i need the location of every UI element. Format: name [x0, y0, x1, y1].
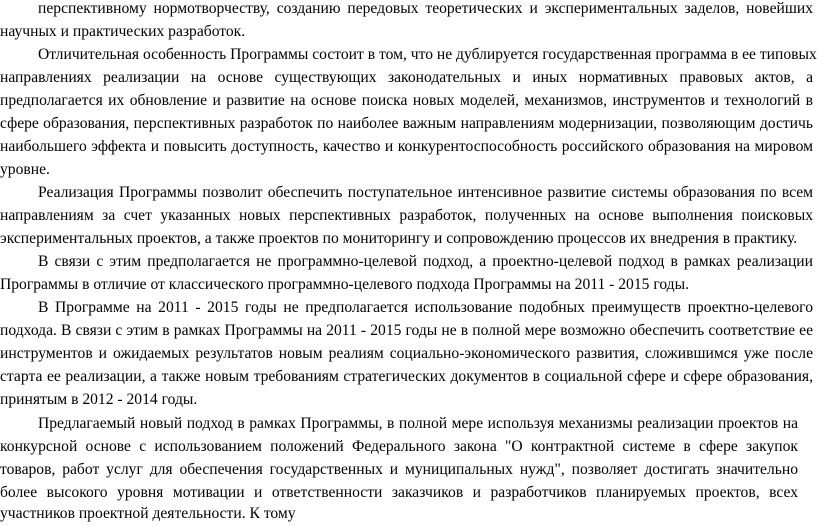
- text-line: Программы в отличие от классического программно-целевого подхода Программы на 2011 - 2015 годы.: [0, 276, 689, 293]
- text-line: участников проектной деятельности. К тому: [0, 505, 296, 522]
- text-line: предполагается их обновление и развитие на основе поиска новых моделей, механизмов, инструментов и технологий в: [0, 92, 813, 109]
- text-line: принятым в 2012 - 2014 годы.: [0, 391, 198, 408]
- text-line: Реализация Программы позволит обеспечить поступательное интенсивное развитие системы образования по всем: [38, 184, 813, 201]
- text-line: научных и практических разработок.: [0, 23, 246, 40]
- text-line: Предлагаемый новый подход в рамках Программы, в полной мере используя механизмы реализации проектов на: [38, 415, 798, 432]
- text-line: В связи с этим предполагается не программно-целевой подход, а проектно-целевой подход в рамках реализации: [38, 253, 813, 270]
- text-line: перспективному нормотворчеству, созданию передовых теоретических и экспериментальных заделов, новейших: [38, 0, 813, 17]
- text-line: подхода. В связи с этим в рамках Программы на 2011 - 2015 годы не в полной мере возможно обеспечить соответствие ее: [0, 322, 813, 339]
- text-line: направлениях реализации на основе существующих законодательных и иных нормативных правовых актов, а: [0, 69, 813, 86]
- text-line: более высокого уровня мотивации и ответственности заказчиков и разработчиков планируемых проектов, всех: [0, 484, 798, 501]
- text-line: направлениям за счет указанных новых перспективных разработок, полученных на основе выполнения поисковых: [0, 207, 813, 224]
- text-line: старта ее реализации, а также новым требованиям стратегических документов в социальной сфере и сфере образования,: [0, 368, 813, 385]
- text-line: уровне.: [0, 161, 50, 178]
- text-line: товаров, работ услуг для обеспечения государственных и муниципальных нужд", позволяет достигать значительно: [0, 461, 798, 478]
- text-line: экспериментальных проектов, а также проектов по мониторингу и сопровождению процессов их внедрения в практику.: [0, 230, 798, 247]
- text-line: конкурсной основе с использованием положений Федерального закона "О контрактной системе в сфере закупок: [0, 438, 798, 455]
- text-line: В Программе на 2011 - 2015 годы не предполагается использование подобных преимуществ проектно-целевого: [38, 299, 813, 316]
- text-line: Отличительная особенность Программы состоит в том, что не дублируется государственная программа в ее типовых: [38, 46, 817, 63]
- text-line: наибольшего эффекта и повысить доступность, качество и конкурентоспособность российского образования на мировом: [0, 138, 813, 155]
- text-line: сфере образования, перспективных разработок по наиболее важным направлениям модернизации, позволяющим достичь: [0, 115, 813, 132]
- text-line: инструментов и ожидаемых результатов новым реалиям социально-экономического развития, сложившимся уже после: [0, 345, 813, 362]
